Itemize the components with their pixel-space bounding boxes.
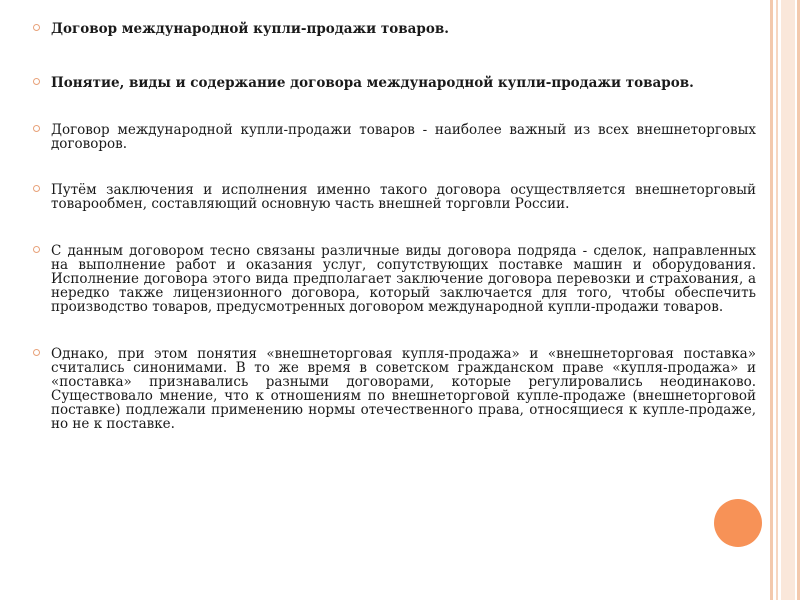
hollow-circle-bullet-icon [33, 349, 40, 356]
paragraph-text: Договор международной купли-продажи товаров - наиболее важный из всех внешнеторговых договоров. [51, 122, 756, 152]
border-stripe [781, 0, 795, 600]
paragraph-text: Путём заключения и исполнения именно такого договора осуществляется внешнеторговый товарообмен, составляющий основную часть внешней торговли России. [51, 182, 756, 212]
paragraph-text: С данным договором тесно связаны различные виды договора подряда - сделок, направленных на выполнение работ и оказания услуг, сопутствующих поставке машин и оборудования. Исполнение договора этого вида предполагает заключение договора перевозки и страхования, а нередко также лицензионного договора, который заключается для того, чтобы обеспечить производство товаров, предусмотренных договором международной купли-продажи товаров. [51, 243, 756, 315]
hollow-circle-bullet-icon [33, 246, 40, 253]
slide-subheading: Понятие, виды и содержание договора международной купли-продажи товаров. [51, 75, 694, 91]
bullet-paragraph [33, 183, 756, 211]
hollow-circle-bullet-icon [33, 185, 40, 192]
orange-circle-icon [714, 499, 762, 547]
border-stripe [776, 0, 778, 600]
hollow-circle-bullet-icon [33, 24, 40, 31]
hollow-circle-bullet-icon [33, 78, 40, 85]
bullet-paragraph [33, 347, 756, 431]
slide-heading: Договор международной купли-продажи товаров. [51, 21, 449, 37]
bullet-paragraph [33, 123, 756, 151]
border-stripe [770, 0, 773, 600]
bullet-paragraph [33, 76, 756, 90]
hollow-circle-bullet-icon [33, 125, 40, 132]
paragraph-text: Однако, при этом понятия «внешнеторговая купля-продажа» и «внешнеторговая поставка» считались синонимами. В то же время в советском гражданском праве «купля-продажа» и «поставка» признавались разными договорами, которые регулировались неодинаково. Существовало мнение, что к отношениям по внешнеторговой купле-продаже (внешнеторговой поставке) подлежали применению нормы отечественного права, относящиеся к купле-продаже, но не к поставке. [51, 346, 756, 432]
slide-body [33, 22, 756, 431]
bullet-paragraph [33, 244, 756, 314]
bullet-paragraph [33, 22, 756, 36]
